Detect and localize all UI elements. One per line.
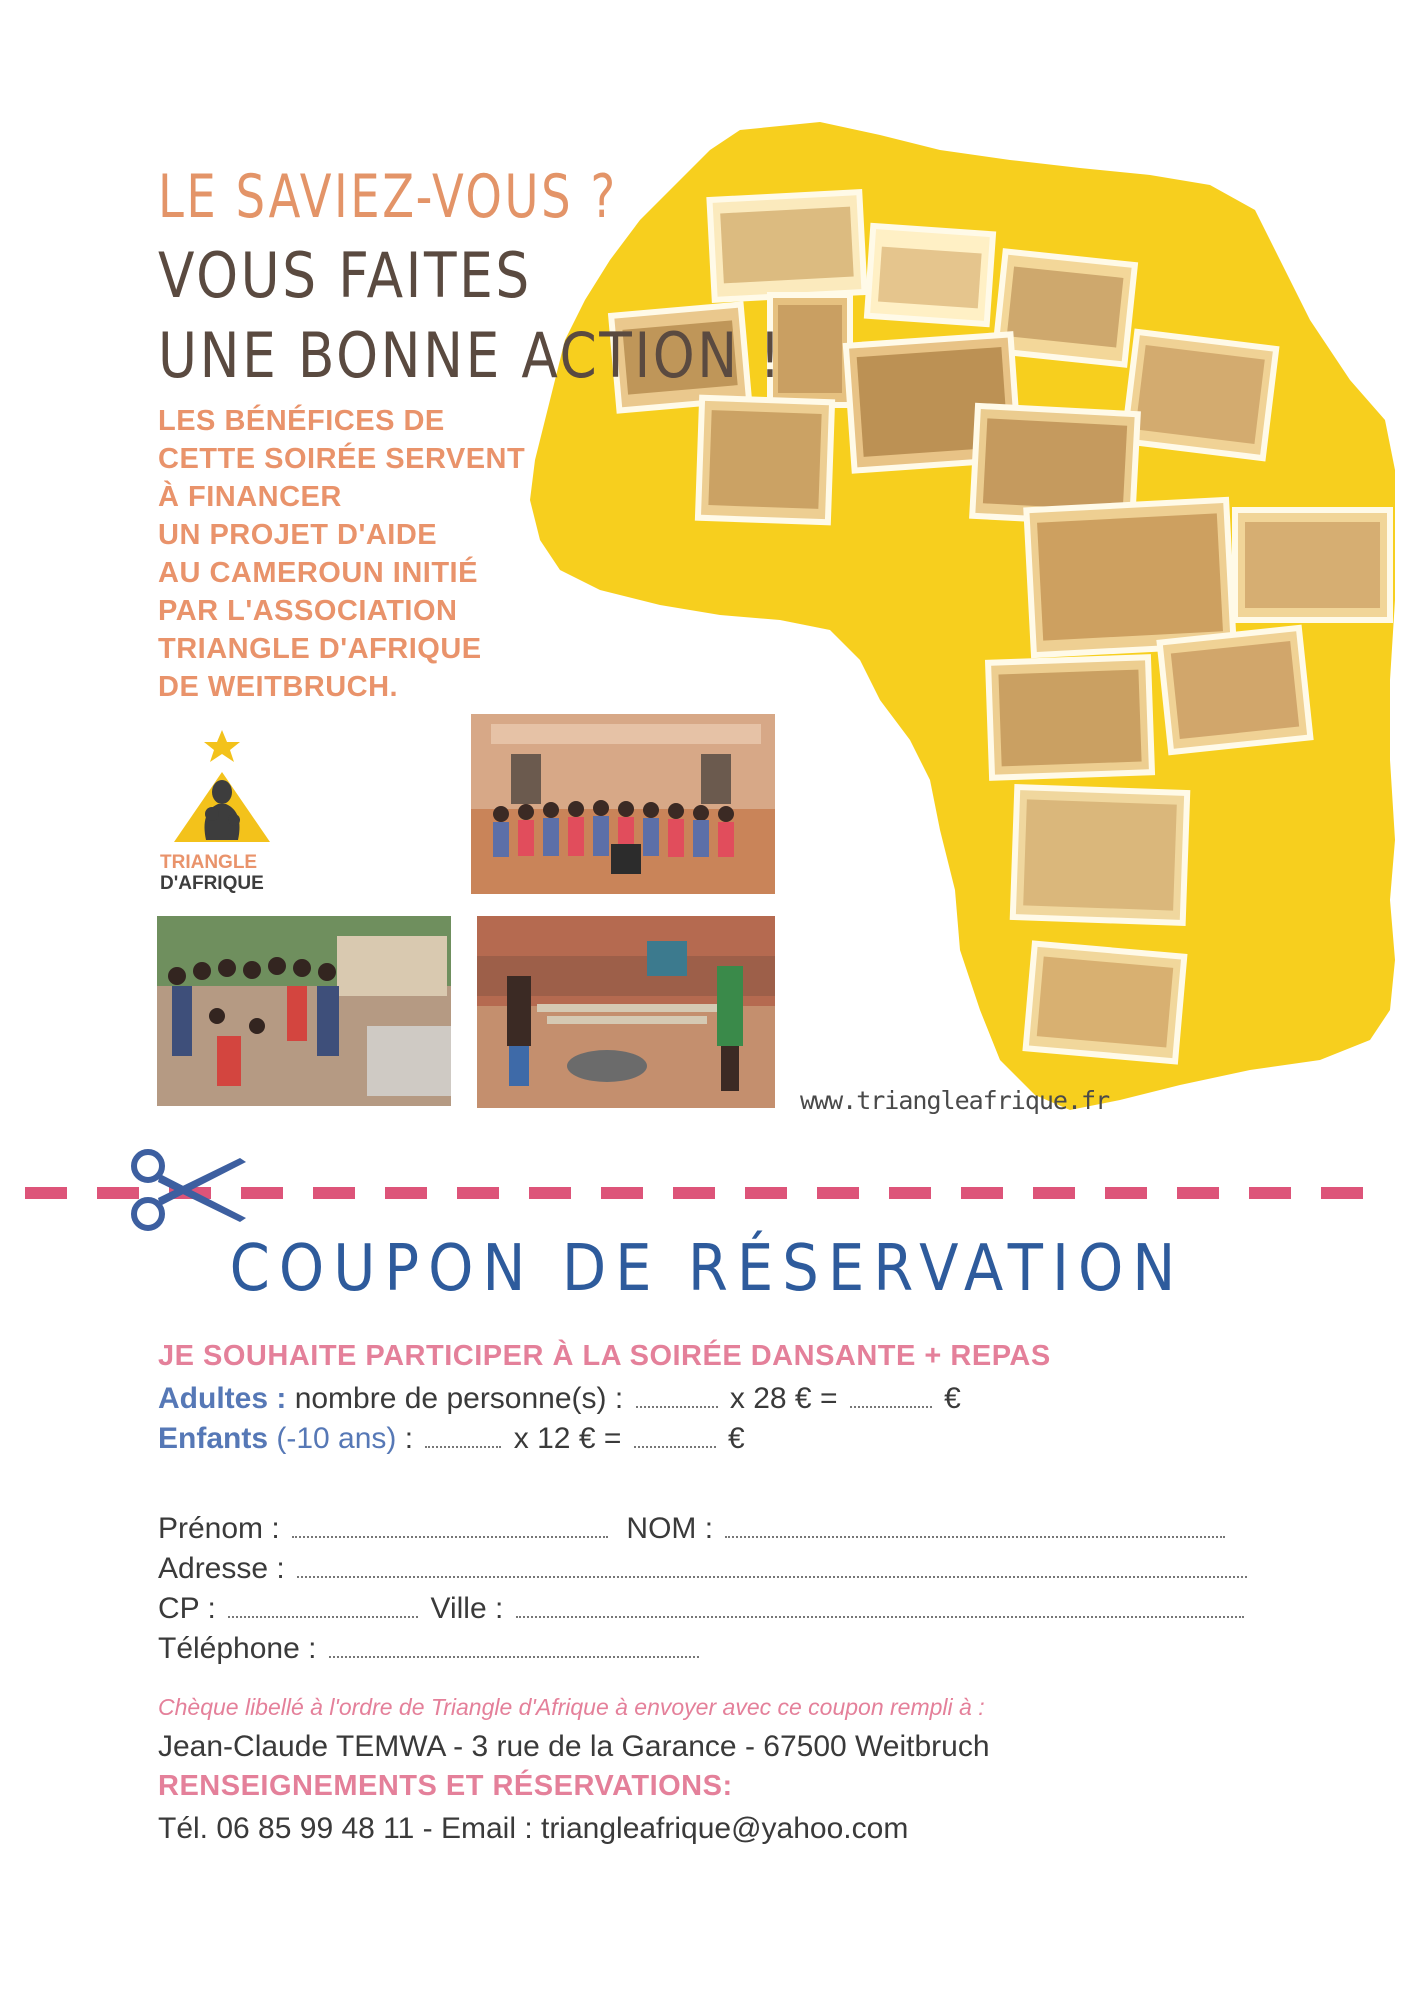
intro-line: AU CAMEROUN INITIÉ xyxy=(158,557,478,589)
group-photo-school xyxy=(471,714,775,894)
website-link[interactable]: www.triangleafrique.fr xyxy=(800,1086,1110,1115)
children-total-field[interactable] xyxy=(634,1442,716,1448)
coupon-title: COUPON DE RÉSERVATION xyxy=(229,1232,1185,1306)
intro-line: LES BÉNÉFICES DE xyxy=(158,405,445,437)
children-currency: € xyxy=(728,1422,745,1455)
cp-field[interactable] xyxy=(228,1612,418,1618)
cheque-note: Chèque libellé à l'ordre de Triangle d'Afrique à envoyer avec ce coupon rempli à : xyxy=(158,1694,985,1720)
scissors-icon xyxy=(128,1148,250,1232)
adults-count-field[interactable] xyxy=(636,1402,718,1408)
intro-line: CETTE SOIRÉE SERVENT xyxy=(158,443,526,475)
nom-label: NOM : xyxy=(626,1512,714,1545)
prenom-field[interactable] xyxy=(292,1532,608,1538)
children-age: (-10 ans) xyxy=(276,1422,397,1455)
children-label: Enfants xyxy=(158,1422,269,1455)
info-heading: RENSEIGNEMENTS ET RÉSERVATIONS: xyxy=(158,1770,733,1802)
prenom-nom-line xyxy=(158,1512,1229,1546)
headline-statement xyxy=(158,236,783,396)
intro-line: DE WEITBRUCH. xyxy=(158,671,399,703)
adults-currency: € xyxy=(944,1382,961,1415)
adresse-label: Adresse : xyxy=(158,1552,285,1585)
coupon-subtitle: JE SOUHAITE PARTICIPER À LA SOIRÉE DANSANTE + REPAS xyxy=(158,1340,1051,1372)
intro-line: À FINANCER xyxy=(158,481,342,513)
adults-text: nombre de personne(s) : xyxy=(294,1382,624,1415)
ville-label: Ville : xyxy=(430,1592,504,1625)
construction-photo xyxy=(477,916,775,1108)
logo-figure-icon xyxy=(160,730,290,848)
children-count-field[interactable] xyxy=(425,1442,501,1448)
triangle-afrique-logo xyxy=(160,730,290,900)
adults-total-field[interactable] xyxy=(850,1402,932,1408)
adults-line xyxy=(158,1382,961,1416)
headline-question: LE SAVIEZ-VOUS ? xyxy=(158,162,618,232)
intro-line: UN PROJET D'AIDE xyxy=(158,519,438,551)
logo-text-line2: D'AFRIQUE xyxy=(160,873,264,894)
cp-ville-line xyxy=(158,1592,1248,1626)
telephone-line xyxy=(158,1632,703,1666)
nom-field[interactable] xyxy=(725,1532,1225,1538)
contact-line: Tél. 06 85 99 48 11 - Email : triangleafrique@yahoo.com xyxy=(158,1812,909,1845)
adults-label: Adultes : xyxy=(158,1382,287,1415)
postal-address: Jean-Claude TEMWA - 3 rue de la Garance - 67500 Weitbruch xyxy=(158,1730,990,1763)
headline-line-2: VOUS FAITES xyxy=(158,239,532,312)
children-price: x 12 € = xyxy=(513,1422,622,1455)
intro-paragraph xyxy=(158,402,578,706)
children-colon: : xyxy=(404,1422,414,1455)
prenom-label: Prénom : xyxy=(158,1512,280,1545)
intro-line: PAR L'ASSOCIATION xyxy=(158,595,458,627)
telephone-label: Téléphone : xyxy=(158,1632,317,1665)
headline-line-3: UNE BONNE ACTION ! xyxy=(158,319,784,392)
adresse-line xyxy=(158,1552,1251,1586)
adresse-field[interactable] xyxy=(297,1572,1247,1578)
adults-price: x 28 € = xyxy=(729,1382,838,1415)
group-photo-donations xyxy=(157,916,451,1106)
intro-line: TRIANGLE D'AFRIQUE xyxy=(158,633,482,665)
telephone-field[interactable] xyxy=(329,1652,699,1658)
logo-text-line1: TRIANGLE xyxy=(160,852,258,873)
children-line xyxy=(158,1422,745,1456)
cp-label: CP : xyxy=(158,1592,216,1625)
ville-field[interactable] xyxy=(516,1612,1244,1618)
